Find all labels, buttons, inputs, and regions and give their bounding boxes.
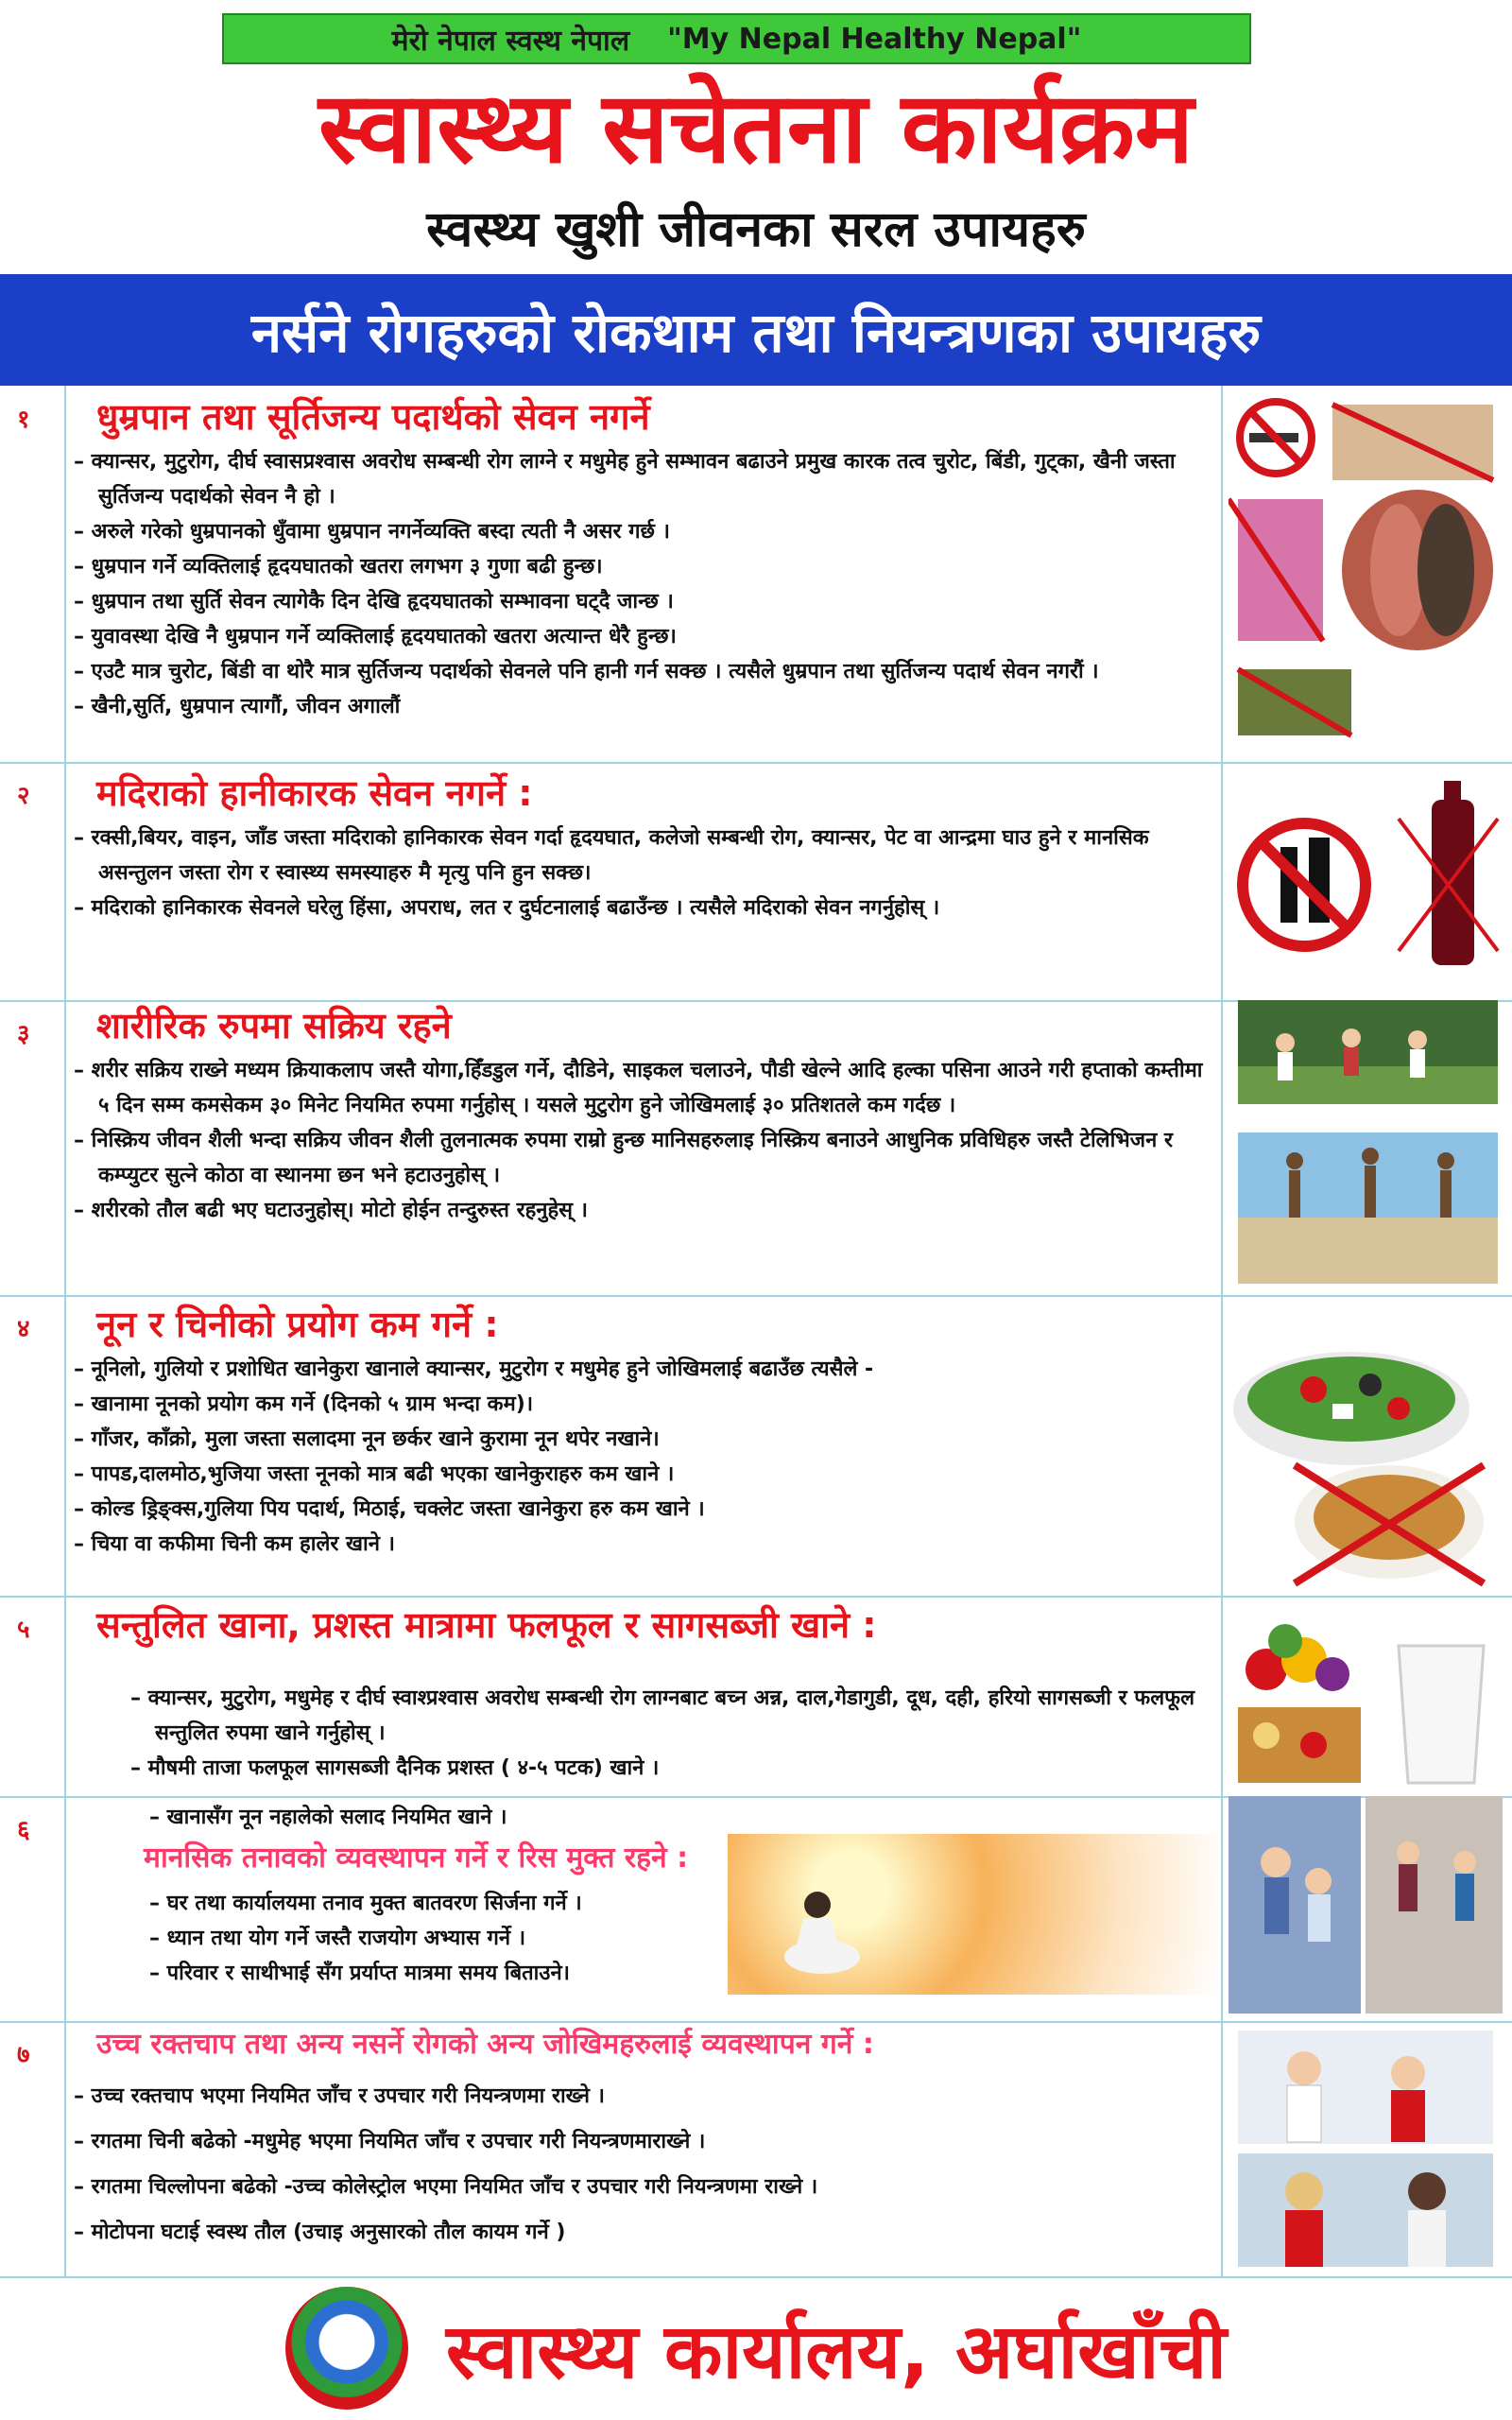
section-salt-sugar — [0, 1295, 1512, 1598]
list-item: – घर तथा कार्यालयमा तनाव मुक्त बातवरण सिर्जना गर्ने । — [144, 1886, 1216, 1921]
list-item: – क्यान्सर, मुटुरोग, दीर्घ स्वासप्रश्वास अवरोध सम्बन्धी रोग लाग्ने र मधुमेह हुने सम्भावन बढाउने प्रमुख कारक तत्व चुरोट, बिंडी, गुट्का, खैनी जस्ता सुर्तिजन्य पदार्थको सेवन नै हो । — [68, 444, 1216, 514]
section-balanced-diet — [0, 1596, 1512, 1798]
section-number: ३ — [17, 1020, 30, 1048]
bullet-list — [68, 821, 1216, 925]
section-heading: नून र चिनीको प्रयोग कम गर्ने : — [96, 1304, 499, 1345]
list-item: – अरुले गरेको धुम्रपानको धुँवामा धुम्रपान नगर्नेव्यक्ति बस्दा त्यती नै असर गर्छ । — [68, 514, 1216, 549]
list-item: – युवावस्था देखि नै धुम्रपान गर्ने व्यक्तिलाई हृदयघातको खतरा अत्यान्त धेरै हुन्छ। — [68, 619, 1216, 654]
list-item: – चिया वा कफीमा चिनी कम हालेर खाने । — [68, 1527, 1216, 1562]
pre-list — [144, 1800, 1216, 1835]
list-item: – रगतमा चिल्लोपना बढेको -उच्च कोलेस्ट्रोल भएमा नियमित जाँच र उपचार गरी नियन्त्रणमा राख्ने । — [68, 2165, 1216, 2210]
section-number: २ — [17, 782, 30, 810]
bullet-list — [125, 1681, 1216, 1786]
bullet-list — [68, 1352, 1216, 1562]
section-number: ७ — [17, 2041, 30, 2069]
list-item: – नूनिलो, गुलियो र प्रशोधित खानेकुरा खानाले क्यान्सर, मुटुरोग र मधुमेह हुने जोखिमलाई बढाउँछ त्यसैले - — [68, 1352, 1216, 1387]
list-item: – मदिराको हानिकारक सेवनले घरेलु हिंसा, अपराध, लत र दुर्घटनालाई बढाउँन्छ । त्यसैले मदिराको सेवन नगर्नुहोस् । — [68, 890, 1216, 925]
office-name: स्वास्थ्य कार्यालय, अर्घाखाँची — [446, 2307, 1227, 2395]
list-item: – उच्च रक्तचाप भएमा नियमित जाँच र उपचार गरी नियन्त्रणमा राख्ने । — [68, 2074, 1216, 2119]
list-item: – रगतमा चिनी बढेको -मधुमेह भएमा नियमित जाँच र उपचार गरी नियन्त्रणमाराख्ने । — [68, 2119, 1216, 2165]
family-yoga-photos — [1228, 1796, 1503, 2014]
section-number: १ — [17, 406, 30, 434]
section-heading: शारीरिक रुपमा सक्रिय रहने — [96, 1005, 452, 1046]
section-smoking — [0, 386, 1512, 764]
diet-images — [1228, 1603, 1503, 1792]
section-alcohol — [0, 762, 1512, 1002]
page-subtitle: स्वस्थ्य खुशी जीवनका सरल उपायहरु — [426, 201, 1086, 258]
list-item: – कोल्ड ड्रिङ्क्स,गुलिया पिय पदार्थ, मिठाई, चक्लेट जस्ता खानेकुरा हरु कम खाने । — [68, 1492, 1216, 1527]
list-item: – धुम्रपान गर्ने व्यक्तिलाई हृदयघातको खतरा लगभग ३ गुणा बढी हुन्छ। — [68, 549, 1216, 584]
section-heading: मदिराको हानीकारक सेवन नगर्ने : — [96, 772, 533, 814]
list-item: – क्यान्सर, मुटुरोग, मधुमेह र दीर्घ स्वाश्प्रश्वास अवरोध सम्बन्धी रोग लाग्नबाट बच्न अन्न, दाल,गेडागुडी, दूध, दही, हरियो सागसब्जी र फलफूल सन्तुलित रुपमा खाने गर्नुहोस् । — [125, 1681, 1216, 1751]
footer — [0, 2276, 1512, 2420]
list-item: – गाँजर, काँक्रो, मुला जस्ता सलादमा नून छर्कर खाने कुरामा नून थपेर नखाने। — [68, 1422, 1216, 1457]
list-item: – ध्यान तथा योग गर्ने जस्तै राजयोग अभ्यास गर्ने । — [144, 1921, 1216, 1956]
topic-band: नर्सने रोगहरुको रोकथाम तथा नियन्त्रणका उपायहरु — [0, 274, 1512, 386]
list-item: – पापड,दालमोठ,भुजिया जस्ता नूनको मात्र बढी भएका खानेकुराहरु कम खाने । — [68, 1457, 1216, 1492]
bullet-list — [68, 1053, 1216, 1228]
section-physical-activity — [0, 1000, 1512, 1297]
activity-images — [1228, 1000, 1503, 1284]
bullet-list — [68, 444, 1216, 724]
alcohol-images — [1228, 781, 1503, 979]
section-number: ४ — [17, 1315, 30, 1343]
section-heading: मानसिक तनावको व्यवस्थापन गर्ने र रिस मुक्त रहने : — [144, 1841, 689, 1875]
list-item: – निस्क्रिय जीवन शैली भन्दा सक्रिय जीवन शैली तुलनात्मक रुपमा राम्रो हुन्छ मानिसहरुलाइ निस्क्रिय बनाउने आधुनिक प्रविधिहरु जस्तै टेलिभिजन र कम्प्युटर सुत्ने कोठा वा स्थानमा छन भने हटाउनुहोस् । — [68, 1123, 1216, 1193]
section-number: ६ — [17, 1816, 30, 1844]
nepal-emblem-icon — [285, 2287, 408, 2410]
doctor-checkup-photos — [1228, 2031, 1503, 2267]
list-item: – मौषमी ताजा फलफूल सागसब्जी दैनिक प्रशस्त ( ४-५ पटक) खाने । — [125, 1751, 1216, 1786]
fruits-meal-milk-illustration — [1228, 1603, 1503, 1792]
list-item: – खानामा नूनको प्रयोग कम गर्ने (दिनको ५ ग्राम भन्दा कम)। — [68, 1387, 1216, 1422]
list-item: – एउटै मात्र चुरोट, बिंडी वा थोरै मात्र सुर्तिजन्य पदार्थको सेवनले पनि हानी गर्न सक्छ । त्यसैले धुम्रपान तथा सुर्तिजन्य पदार्थ सेवन नगरौं । — [68, 654, 1216, 689]
running-yoga-photos — [1228, 1000, 1503, 1284]
no-smoking-illustration — [1228, 395, 1503, 754]
list-item: – परिवार र साथीभाई सँग प्रर्याप्त मात्रमा समय बिताउने। — [144, 1956, 1216, 1991]
list-item: – खानासँग नून नहालेको सलाद नियमित खाने । — [144, 1800, 1216, 1835]
slogan-banner — [222, 13, 1251, 64]
section-heading: सन्तुलित खाना, प्रशस्त मात्रामा फलफूल र सागसब्जी खाने : — [96, 1604, 877, 1646]
slogan-english: "My Nepal Healthy Nepal" — [667, 22, 1082, 56]
list-item: – रक्सी,बियर, वाइन, जाँड जस्ता मदिराको हानिकारक सेवन गर्दा हृदयघात, कलेजो सम्बन्धी रोग, क्यान्सर, पेट वा आन्द्रमा घाउ हुने र मानसिक असन्तुलन जस्ता रोग र स्वास्थ्य समस्याहरु मै मृत्यु पनि हुन सक्छ। — [68, 821, 1216, 890]
list-item: – शरीरको तौल बढी भए घटाउनुहोस्। मोटो होईन तन्दुरुस्त रहनुहेस् । — [68, 1193, 1216, 1228]
list-item: – खैनी,सुर्ति, धुम्रपान त्यागौं, जीवन अगालौं — [68, 689, 1216, 724]
smoking-images — [1228, 395, 1503, 754]
section-blood-pressure — [0, 2021, 1512, 2278]
family-yoga-images — [1228, 1796, 1503, 2014]
section-heading: धुम्रपान तथा सूर्तिजन्य पदार्थको सेवन नगर्ने — [96, 396, 650, 438]
checkup-images — [1228, 2031, 1503, 2267]
list-item: – शरीर सक्रिय राख्ने मध्यम क्रियाकलाप जस्तै योगा,हिँडडुल गर्ने, दौडिने, साइकल चलाउने, पौडी खेल्ने आदि हल्का पसिना आउने गरी हप्ताको कम्तीमा ५ दिन सम्म कमसेकम ३० मिनेट नियमित रुपमा गर्नुहोस् । यसले मुटुरोग हुने जोखिमलाई ३० प्रतिशतले कम गर्दछ । — [68, 1053, 1216, 1123]
no-alcohol-illustration — [1228, 781, 1503, 979]
salad-noodles-illustration — [1228, 1333, 1503, 1588]
section-number: ५ — [17, 1616, 30, 1644]
bullet-list — [68, 2074, 1216, 2256]
list-item: – धुम्रपान तथा सुर्ति सेवन त्यागेकै दिन देखि हृदयघातको सम्भावना घट्दै जान्छ । — [68, 584, 1216, 619]
page-title: स्वास्थ्य सचेतना कार्यक्रम — [318, 70, 1194, 185]
slogan-nepali: मेरो नेपाल स्वस्थ नेपाल — [391, 24, 630, 58]
section-heading: उच्च रक्तचाप तथा अन्य नसर्ने रोगको अन्य जोखिमहरुलाई व्यवस्थापन गर्ने : — [96, 2028, 874, 2061]
section-stress — [0, 1796, 1512, 2023]
list-item: – मोटोपना घटाई स्वस्थ तौल (उचाइ अनुसारको तौल कायम गर्ने ) — [68, 2210, 1216, 2256]
food-images — [1228, 1333, 1503, 1588]
meditation-illustration — [728, 1834, 1219, 1995]
